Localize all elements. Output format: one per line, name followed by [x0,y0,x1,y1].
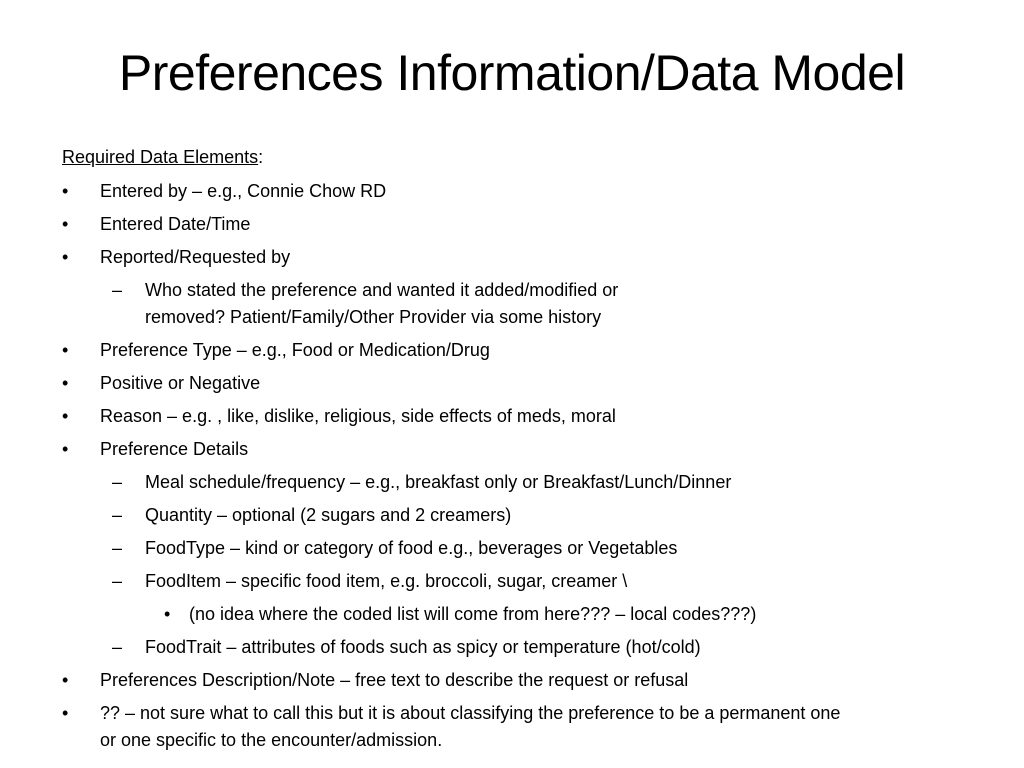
sub-item-text-line2: removed? Patient/Family/Other Provider via some history [145,307,602,327]
dash-marker: – [112,637,123,657]
dash-marker: – [112,538,123,558]
bullet-marker: • [62,406,69,426]
bullet-marker: • [62,703,69,723]
list-item-text: Reported/Requested by [100,247,291,267]
bullet-marker: • [62,340,69,360]
list-item-text: Preference Type – e.g., Food or Medication/Drug [100,340,490,360]
list-item-unsure [62,700,982,754]
list-item-text: Positive or Negative [100,373,261,393]
bullet-marker: • [62,373,69,393]
sub-item-food-trait [62,634,982,661]
sub-item-text: Quantity – optional (2 sugars and 2 creamers) [145,505,512,525]
list-item-text-line2: or one specific to the encounter/admission. [100,730,443,750]
section-heading [62,143,982,172]
sub-item-quantity [62,502,982,529]
list-item-reported-requested-by [62,244,982,271]
sub-item-who-stated [62,277,982,331]
sub-item-text: FoodTrait – attributes of foods such as spicy or temperature (hot/cold) [145,637,701,657]
section-heading-text: Required Data Elements [62,147,259,167]
bullet-marker: • [62,670,69,690]
sub-item-food-type [62,535,982,562]
sub-item-text: FoodItem – specific food item, e.g. broccoli, sugar, creamer \ [145,571,628,591]
list-item-entered-by [62,178,982,205]
sub-item-meal-schedule [62,469,982,496]
dash-marker: – [112,472,123,492]
slide-title: Preferences Information/Data Model [118,45,906,101]
list-item-text-line1: ?? – not sure what to call this but it is about classifying the preference to be a permanent one [100,703,841,723]
bullet-marker: • [62,214,69,234]
sub-item-text: FoodType – kind or category of food e.g., beverages or Vegetables [145,538,678,558]
list-item-preference-details [62,436,982,463]
dash-marker: – [112,280,123,300]
sub-item-text-line1: Who stated the preference and wanted it added/modified or [145,280,619,300]
list-item-text: Entered by – e.g., Connie Chow RD [100,181,387,201]
dash-marker: – [112,571,123,591]
list-item-reason [62,403,982,430]
list-item-text: Reason – e.g. , like, dislike, religious, side effects of meds, moral [100,406,616,426]
bullet-marker: • [164,604,171,624]
bullet-marker: • [62,439,69,459]
sub-item-text: Meal schedule/frequency – e.g., breakfast only or Breakfast/Lunch/Dinner [145,472,732,492]
list-item-preference-type [62,337,982,364]
list-item-entered-datetime [62,211,982,238]
bullet-marker: • [62,247,69,267]
list-item-description-note [62,667,982,694]
list-item-positive-negative [62,370,982,397]
bullet-marker: • [62,181,69,201]
sub-sub-item-no-idea [62,601,982,628]
sub-item-food-item [62,568,982,595]
list-item-text: Preference Details [100,439,249,459]
slide-content [62,143,982,754]
list-item-text: Entered Date/Time [100,214,251,234]
section-heading-colon: : [258,147,264,167]
dash-marker: – [112,505,123,525]
list-item-text: Preferences Description/Note – free text to describe the request or refusal [100,670,689,690]
sub-sub-item-text: (no idea where the coded list will come from here??? – local codes???) [189,604,757,624]
